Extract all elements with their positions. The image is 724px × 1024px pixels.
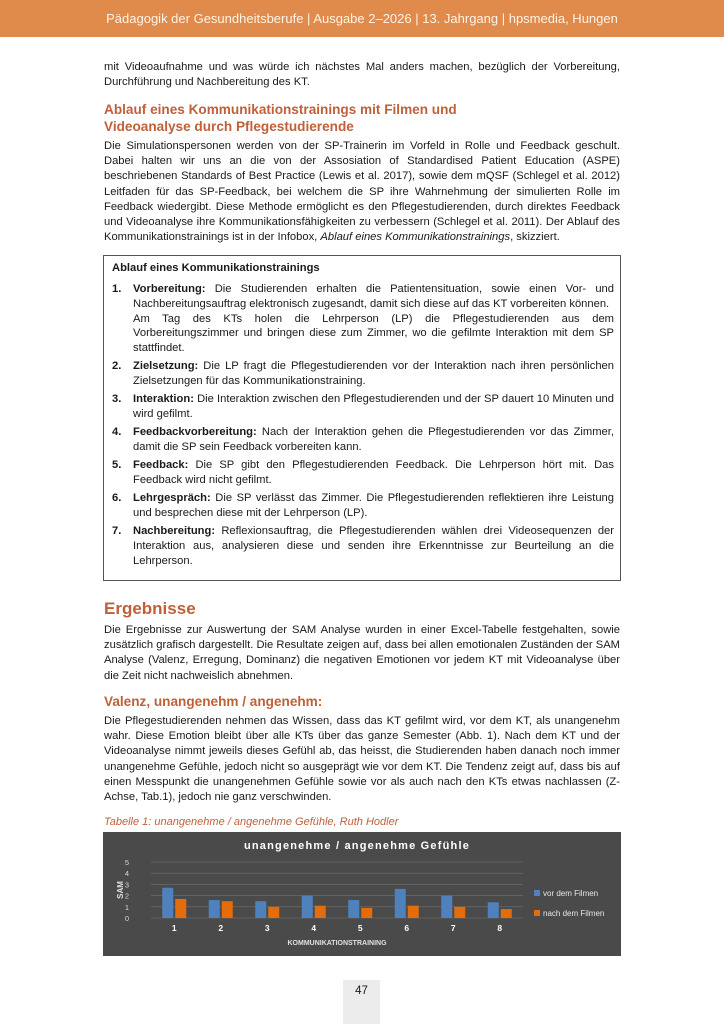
- list-item-term: Nachbereitung:: [133, 525, 216, 538]
- list-item-text: Die SP verlässt das Zimmer. Die Pflegestudierenden reflektieren ihre Leistung und besprechen diese mit der Lehrperson (LP).: [133, 492, 614, 520]
- journal-header-text: Pädagogik der Gesundheitsberufe | Ausgabe 2–2026 | 13. Jahrgang | hpsmedia, Hungen: [106, 11, 618, 26]
- list-item-term: Lehrgespräch:: [133, 492, 211, 505]
- chart-bar: [488, 902, 499, 918]
- chart-bar: [408, 906, 419, 918]
- list-item-number: 3.: [112, 393, 122, 406]
- list-item-text: Die Interaktion zwischen den Pflegestudierenden und der SP dauert 10 Minuten und wird gefilmt.: [133, 393, 614, 421]
- section-valenz-body: Die Pflegestudierenden nehmen das Wissen, dass das KT gefilmt wird, vor dem KT, als unangenehm wahr. Diese Emotion bleibt über alle KTs über das ganze Semester (Abb. 1). Nach dem KT und der Videoanalyse nimmt jeweils dieses Gefühl ab, das heisst, die Studierenden haben danach noch immer unangenehme Gefühle, jedoch nicht so ausgeprägt wie vor dem KT. Die Tendenz zeigt auf, dass bis auf einen Messpunkt die unangenehmen Gefühle sowie vor als auch nach den KTs etwas nachlassen (Z-Achse, Tab.1), jedoch nie ganz verschwinden.: [104, 715, 620, 804]
- chart-bar: [162, 888, 173, 918]
- list-item-term: Vorbereitung:: [133, 283, 206, 295]
- chart-x-tick-label: 4: [311, 923, 317, 933]
- list-item: [112, 392, 614, 422]
- chart-y-tick-label: 1: [124, 902, 129, 912]
- chart-bar: [441, 896, 452, 918]
- chart-y-tick-label: 4: [124, 869, 129, 879]
- chart-bar: [315, 906, 326, 918]
- chart-y-tick-label: 2: [124, 891, 129, 901]
- section-ablauf-body-text: Die Simulationspersonen werden von der SP-Trainerin im Vorfeld in Rolle und Feedback geschult. Dabei halten wir uns an die von der Assosiation of Standardised Patient Education (ASPE) beschriebenen Standards of Best Practice (Lewis et al. 2017), sowie dem mQSF (Schlegel et al. 2012) Leitfaden für das SP-Feedback, bei welchem die SP ihre Wahrnehmung der simulierten Rolle im Feedback wiedergibt. Diese Methode ermöglicht es den Pflegestudierenden, durch direktes Feedback und Videoanalyse ihre Kommunikationsfähigkeiten zu verbessern (Schlegel et al. 2011). Der Ablauf des Kommunikationstrainings ist in der Infobox,: [104, 140, 620, 244]
- section-heading-valenz: Valenz, unangenehm / angenehm:: [104, 694, 323, 709]
- section-ablauf-body-end: , skizziert.: [510, 231, 560, 244]
- section-ablauf-body: [104, 139, 620, 245]
- list-item-number: 7.: [112, 525, 122, 538]
- list-item: [112, 282, 614, 356]
- chart-x-axis-label: KOMMUNIKATIONSTRAINING: [287, 940, 387, 947]
- section-heading-ablauf-line1: Ablauf eines Kommunikationstrainings mit Filmen und: [104, 102, 457, 117]
- chart-title: unangenehme / angenehme Gefühle: [243, 840, 471, 852]
- infobox-list: [112, 282, 614, 572]
- section-heading-ablauf: [104, 101, 620, 135]
- intro-paragraph: mit Videoaufnahme und was würde ich nächstes Mal anders machen, bezüglich der Vorbereitung, Durchführung und Nachbereitung des KT.: [104, 61, 620, 89]
- chart-bar: [268, 907, 279, 918]
- list-item-term: Interaktion:: [133, 393, 194, 406]
- chart-x-tick-label: 7: [450, 923, 456, 933]
- list-item: [112, 524, 614, 568]
- chart-y-axis-label: SAM: [116, 881, 125, 899]
- chart-bar: [302, 896, 313, 918]
- chart-x-tick-label: 6: [404, 923, 410, 933]
- chart-x-tick-label: 2: [218, 923, 224, 933]
- list-item-term: Zielsetzung:: [133, 360, 199, 373]
- page-number: 47: [355, 985, 368, 997]
- chart-legend-swatch: [534, 910, 540, 916]
- list-item-term: Feedback:: [133, 459, 189, 472]
- journal-header: [0, 0, 724, 37]
- list-item-text: Die LP fragt die Pflegestudierenden vor der Interaktion nach ihren persönlichen Zielsetzungen für das Kommunikationstraining.: [133, 360, 614, 388]
- chart-y-tick-label: 3: [124, 880, 129, 890]
- list-item-number: 6.: [112, 492, 122, 505]
- chart-bar: [255, 901, 266, 918]
- chart-x-tick-label: 1: [171, 923, 177, 933]
- chart-bar: [175, 899, 186, 918]
- section-ergebnisse-body: Die Ergebnisse zur Auswertung der SAM Analyse wurden in einer Excel-Tabelle festgehalten, sowie zusätzlich grafisch dargestellt. Die Resultate zeigen auf, dass bei allen emotionalen Zuständen der SAM Analyse (Valenz, Erregung, Dominanz) die negativen Emotionen vor jedem KT mit Videoanalyse über die Zeit nicht nachweislich abnehmen.: [104, 624, 620, 682]
- chart-y-tick-label: 5: [124, 858, 129, 867]
- table-caption: Tabelle 1: unangenehme / angenehme Gefühle, Ruth Hodler: [104, 816, 399, 828]
- section-heading-ergebnisse: Ergebnisse: [104, 599, 196, 618]
- chart-bar: [454, 907, 465, 918]
- list-item: [112, 359, 614, 389]
- list-item: [112, 458, 614, 488]
- list-item-text: Die Studierenden erhalten die Patientensituation, sowie einen Vor- und Nachbereitungsauftrag elektronisch zugesandt, damit sich diese auf das KT vorbereiten können.: [133, 283, 614, 310]
- list-item-text: Nach der Interaktion gehen die Pflegestudierenden vor das Zimmer, damit die SP sein Feedback vorbereiten kann.: [133, 426, 614, 454]
- list-item-text: Reflexionsauftrag, die Pflegestudierenden wählen drei Videosequenzen der Interaktion aus, analysieren diese und senden ihre Erkenntnisse zur Beurteilung an die Lehrperson.: [133, 525, 614, 567]
- list-item-text: Die SP gibt den Pflegestudierenden Feedback. Die Lehrperson hört mit. Das Feedback wird nicht gefilmt.: [133, 459, 614, 487]
- chart-legend-swatch: [534, 890, 540, 896]
- list-item-number: 4.: [112, 426, 122, 439]
- section-ablauf-body-italic: Ablauf eines Kommunikationstrainings: [320, 231, 511, 244]
- chart-bar: [361, 908, 372, 918]
- list-item-number: 1.: [112, 283, 122, 295]
- chart-bar: [222, 901, 233, 918]
- list-item-number: 2.: [112, 360, 122, 373]
- infobox-title: Ablauf eines Kommunikationstrainings: [112, 262, 320, 274]
- chart-x-tick-label: 5: [357, 923, 363, 933]
- bar-chart: [103, 832, 621, 956]
- infobox: [103, 255, 621, 581]
- chart-bar: [209, 900, 220, 918]
- chart-legend-label: vor dem Filmen: [543, 889, 599, 898]
- chart-y-tick-label: 0: [124, 914, 129, 923]
- list-item-number: 5.: [112, 459, 122, 472]
- list-item: [112, 425, 614, 455]
- chart-bar: [501, 909, 512, 918]
- list-item-term: Feedbackvorbereitung:: [133, 426, 257, 439]
- chart-legend-label: nach dem Filmen: [543, 909, 605, 918]
- chart-bar: [348, 900, 359, 918]
- list-item-extra: Am Tag des KTs holen die Lehrperson (LP) die Pflegestudierenden aus dem Vorbereitungszimmer und bringen diese zum Zimmer, wo die gefilmte Interaktion mit dem SP stattfindet.: [133, 312, 614, 355]
- chart-x-tick-label: 3: [264, 923, 270, 933]
- list-item: [112, 491, 614, 521]
- section-heading-ablauf-line2: Videoanalyse durch Pflegestudierende: [104, 119, 354, 134]
- chart-bar: [395, 889, 406, 918]
- chart-x-tick-label: 8: [497, 923, 503, 933]
